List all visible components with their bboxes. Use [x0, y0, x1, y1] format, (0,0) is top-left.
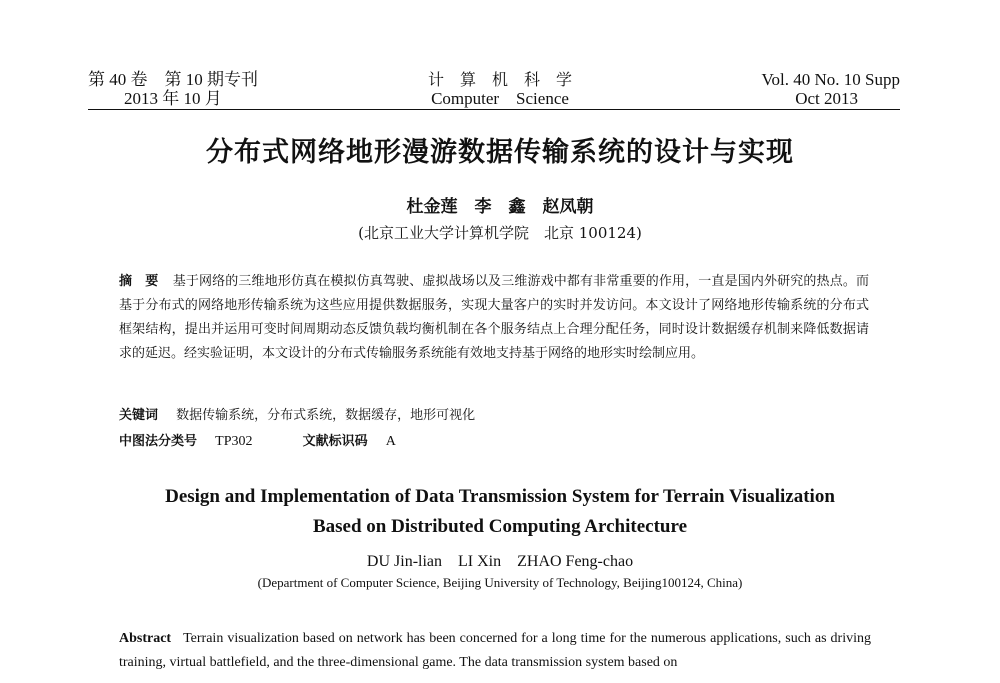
affiliation-cn: (北京工业大学计算机学院 北京 100124) — [358, 224, 642, 242]
keywords-cn-text: 数据传输系统，分布式系统，数据缓存，地形可视化 — [176, 408, 476, 423]
classification-line — [119, 430, 396, 450]
journal-name — [400, 70, 600, 108]
title-en-line-1: Design and Implementation of Data Transmission System for Terrain Visualization — [165, 486, 835, 507]
header-rule — [88, 109, 900, 110]
authors-en: DU Jin-lian LI Xin ZHAO Feng-chao — [366, 553, 634, 570]
abstract-en-text: Terrain visualization based on network has been concerned for a long time for the numerous applications, such as driving training, virtual battlefield, and the three-dimensional game. The data transmission system based on — [119, 631, 872, 670]
keywords-cn — [119, 404, 475, 423]
abstract-cn-text: 基于网络的三维地形仿真在模拟仿真驾驶、虚拟战场以及三维游戏中都有非常重要的作用，一直是国内外研究的热点。而基于分布式的网络地形传输系统为这些应用提供数据服务，实现大量客户的实时并发访问。本文设计了网络地形传输系统的分布式框架结构，提出并运用可变时间周期动态反馈负载均衡机制在各个服务结点上合理分配任务，同时设计数据缓存机制来降低数据请求的延迟。经实验证明，本文设计的分布式传输服务系统能有效地支持基于网络的地形实时绘制应用。 — [119, 274, 869, 361]
journal-issue-en — [761, 70, 900, 108]
issue-date: 2013 年 10 月 — [124, 89, 222, 108]
clc-label: 中图法分类号 — [119, 434, 198, 449]
issue-line: 第 40 卷 第 10 期专刊 — [88, 70, 258, 89]
keywords-cn-label: 关键词 — [119, 408, 159, 423]
date-line: Oct 2013 — [795, 89, 858, 108]
doc-code-label: 文献标识码 — [302, 434, 368, 449]
abstract-en-label: Abstract — [119, 631, 172, 646]
paper-title-cn: 分布式网络地形漫游数据传输系统的设计与实现 — [206, 137, 794, 168]
title-en-line-2: Based on Distributed Computing Architecture — [312, 516, 688, 537]
abstract-cn-label: 摘 要 — [119, 274, 159, 289]
abstract-cn — [119, 270, 869, 366]
abstract-en — [119, 627, 871, 675]
authors-cn: 杜金莲 李 鑫 赵凤朝 — [406, 197, 594, 217]
journal-name-cn: 计 算 机 科 学 — [427, 70, 572, 89]
journal-name-en: Computer Science — [431, 89, 569, 108]
affiliation-en: (Department of Computer Science, Beijing University of Technology, Beijing100124, China) — [257, 575, 743, 590]
clc-value: TP302 — [215, 434, 253, 449]
volume-line: Vol. 40 No. 10 Supp — [761, 70, 900, 89]
journal-issue-cn — [88, 70, 258, 108]
paper-title-en — [0, 482, 1000, 542]
doc-code-value: A — [385, 434, 396, 449]
